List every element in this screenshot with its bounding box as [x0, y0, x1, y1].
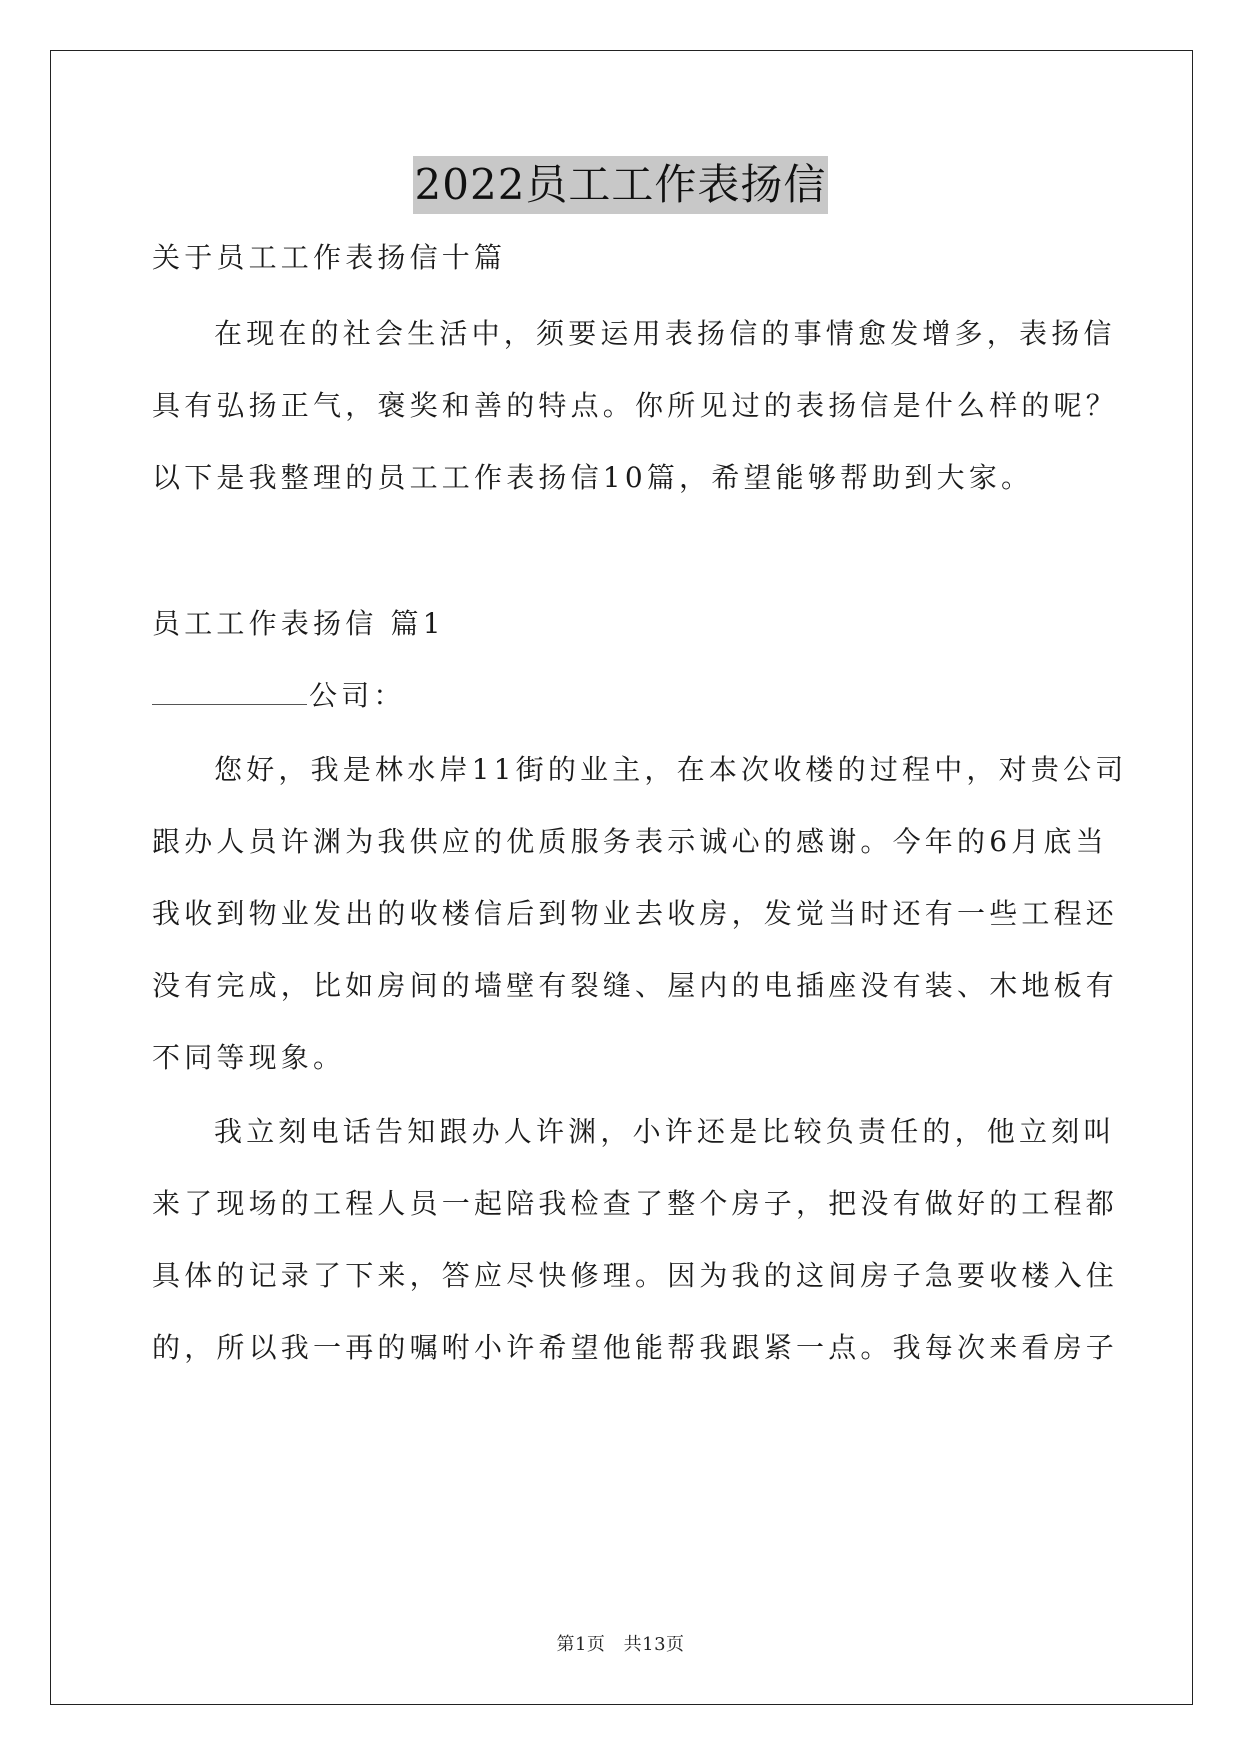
paragraph1-line: 没有完成，比如房间的墙壁有裂缝、屋内的电插座没有装、木地板有 — [152, 969, 1119, 1002]
intro-line: 在现在的社会生活中，须要运用表扬信的事情愈发增多，表扬信 — [214, 317, 1116, 350]
page-border — [50, 50, 1193, 1705]
page-total: 共13页 — [623, 1634, 685, 1655]
paragraph2-line: 的，所以我一再的嘱咐小许希望他能帮我跟紧一点。我每次来看房子 — [152, 1331, 1119, 1364]
title-wrap — [0, 156, 1241, 214]
paragraph1-line: 不同等现象。 — [152, 1041, 346, 1074]
paragraph2-line: 具体的记录了下来，答应尽快修理。因为我的这间房子急要收楼入住 — [152, 1259, 1119, 1292]
intro-line: 以下是我整理的员工工作表扬信10篇，希望能够帮助到大家。 — [152, 461, 1034, 494]
blank-line — [152, 678, 307, 705]
document-title: 2022员工工作表扬信 — [413, 156, 829, 214]
page-number: 第1页 — [556, 1634, 606, 1655]
paragraph2-line: 我立刻电话告知跟办人许渊，小许还是比较负责任的，他立刻叫 — [214, 1115, 1116, 1148]
paragraph1-line: 跟办人员许渊为我供应的优质服务表示诚心的感谢。今年的6月底当 — [152, 825, 1108, 858]
intro-line: 具有弘扬正气，褒奖和善的特点。你所见过的表扬信是什么样的呢？ — [152, 389, 1119, 422]
paragraph2-line: 来了现场的工程人员一起陪我检查了整个房子，把没有做好的工程都 — [152, 1187, 1119, 1220]
section-heading: 员工工作表扬信 篇1 — [152, 607, 445, 640]
paragraph1-line: 您好，我是林水岸11街的业主，在本次收楼的过程中，对贵公司 — [214, 753, 1128, 786]
subtitle: 关于员工工作表扬信十篇 — [152, 241, 507, 274]
salutation — [152, 676, 406, 716]
salutation-text: 公司： — [309, 679, 406, 712]
paragraph1-line: 我收到物业发出的收楼信后到物业去收房，发觉当时还有一些工程还 — [152, 897, 1119, 930]
page-footer — [0, 1630, 1241, 1656]
